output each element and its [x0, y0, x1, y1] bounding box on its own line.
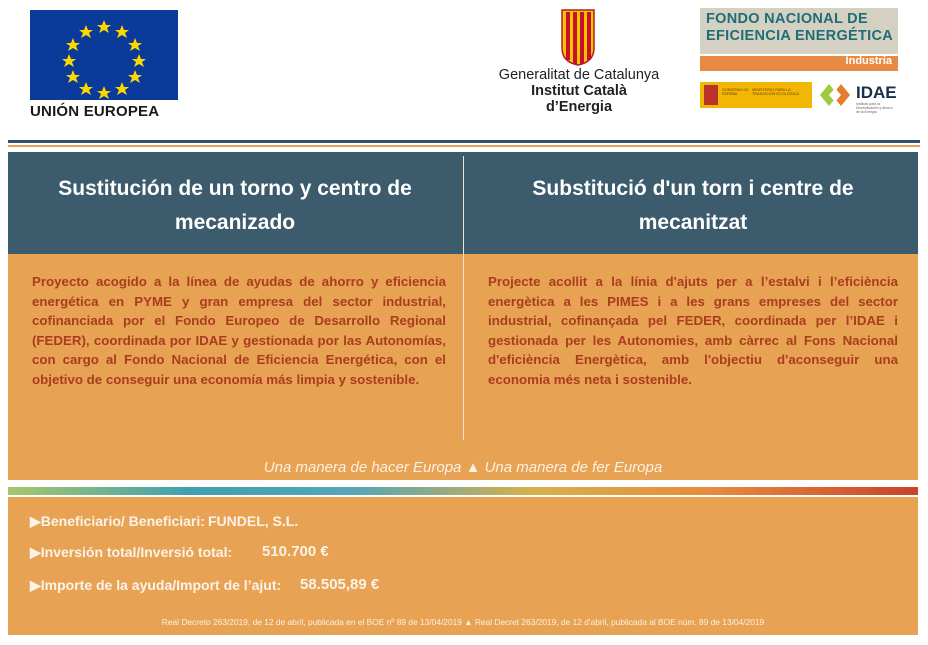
- column-divider: [463, 156, 464, 440]
- color-band: [8, 487, 918, 495]
- idae-label: IDAE: [856, 83, 897, 102]
- idae-logo-icon: [816, 82, 854, 108]
- europe-slogan: Una manera de hacer Europa ▲ Una manera de fer Europa: [263, 459, 663, 476]
- gov-text: GOBIERNO DE ESPAÑA: [722, 88, 749, 96]
- beneficiary-label: ▶Beneficiario/ Beneficiari:: [30, 513, 205, 529]
- beneficiary-value: FUNDEL, S.L.: [208, 513, 299, 529]
- idae-subtitle: Instituto para la Diversificación y Ahorro de la Energía: [856, 102, 893, 114]
- spain-shield-icon: [704, 85, 718, 105]
- institute-name-line1: Institut Català: [531, 83, 627, 99]
- generalitat-name: Generalitat de Catalunya: [498, 67, 660, 83]
- header-divider-accent: [8, 145, 920, 147]
- description-ca: Projecte acollit a la línia d'ajuts per a l’estalvi i l’eficiència energètica a les PIMES i a les grans empreses del sector industrial, cofinançada pel FEDER, coordinada per l’IDAE i gestionada per les Autonomies, amb càrrec al Fons Nacional d'eficiència Energètica, amb l'objectiu d'aconseguir una economia més neta i sostenible.: [488, 274, 898, 387]
- header-divider: [8, 140, 920, 143]
- eu-label: UNIÓN EUROPEA: [30, 103, 160, 120]
- fne-title-line1: FONDO NACIONAL DE: [706, 11, 868, 27]
- institute-name-line2: d’Energia: [545, 99, 613, 115]
- generalitat-emblem-icon: [560, 8, 596, 66]
- aid-label: ▶Importe de la ayuda/Import de l’ajut:: [30, 577, 282, 593]
- ministry-text: MINISTERIO PARA LA TRANSICIÓN ECOLÓGICA: [752, 88, 800, 96]
- fne-title: [700, 8, 898, 54]
- project-title-es: Sustitución de un torno y centro de mecanizado: [58, 177, 412, 234]
- investment-label: ▶Inversión total/Inversió total:: [30, 544, 233, 560]
- project-title-ca: Substitució d'un torn i centre de mecanitzat: [532, 177, 854, 234]
- aid-value: 58.505,89 €: [300, 576, 380, 593]
- fne-title-line2: EFICIENCIA ENERGÉTICA: [706, 28, 894, 44]
- fne-industria-label: Industria: [845, 55, 892, 67]
- investment-value: 510.700 €: [262, 543, 329, 560]
- eu-flag-logo: [30, 10, 178, 100]
- legal-notice: Real Decreto 263/2019, de 12 de abril, publicada en el BOE nº 89 de 13/04/2019 ▲ Real Decret 263/2019, de 12 d'abril, publicada al BOE núm. 89 de 13/04/2019: [161, 617, 765, 627]
- description-es: Proyecto acogido a la línea de ayudas de ahorro y eficiencia energética en PYME y gran empresa del sector industrial, cofinanciada por el Fondo Europeo de Desarrollo Regional (FEDER), coordinada por IDAE y gestionada por las Autonomías, con cargo al Fondo Nacional de Eficiencia Energética, con el objetivo de conseguir una economía más limpia y sostenible.: [32, 274, 446, 387]
